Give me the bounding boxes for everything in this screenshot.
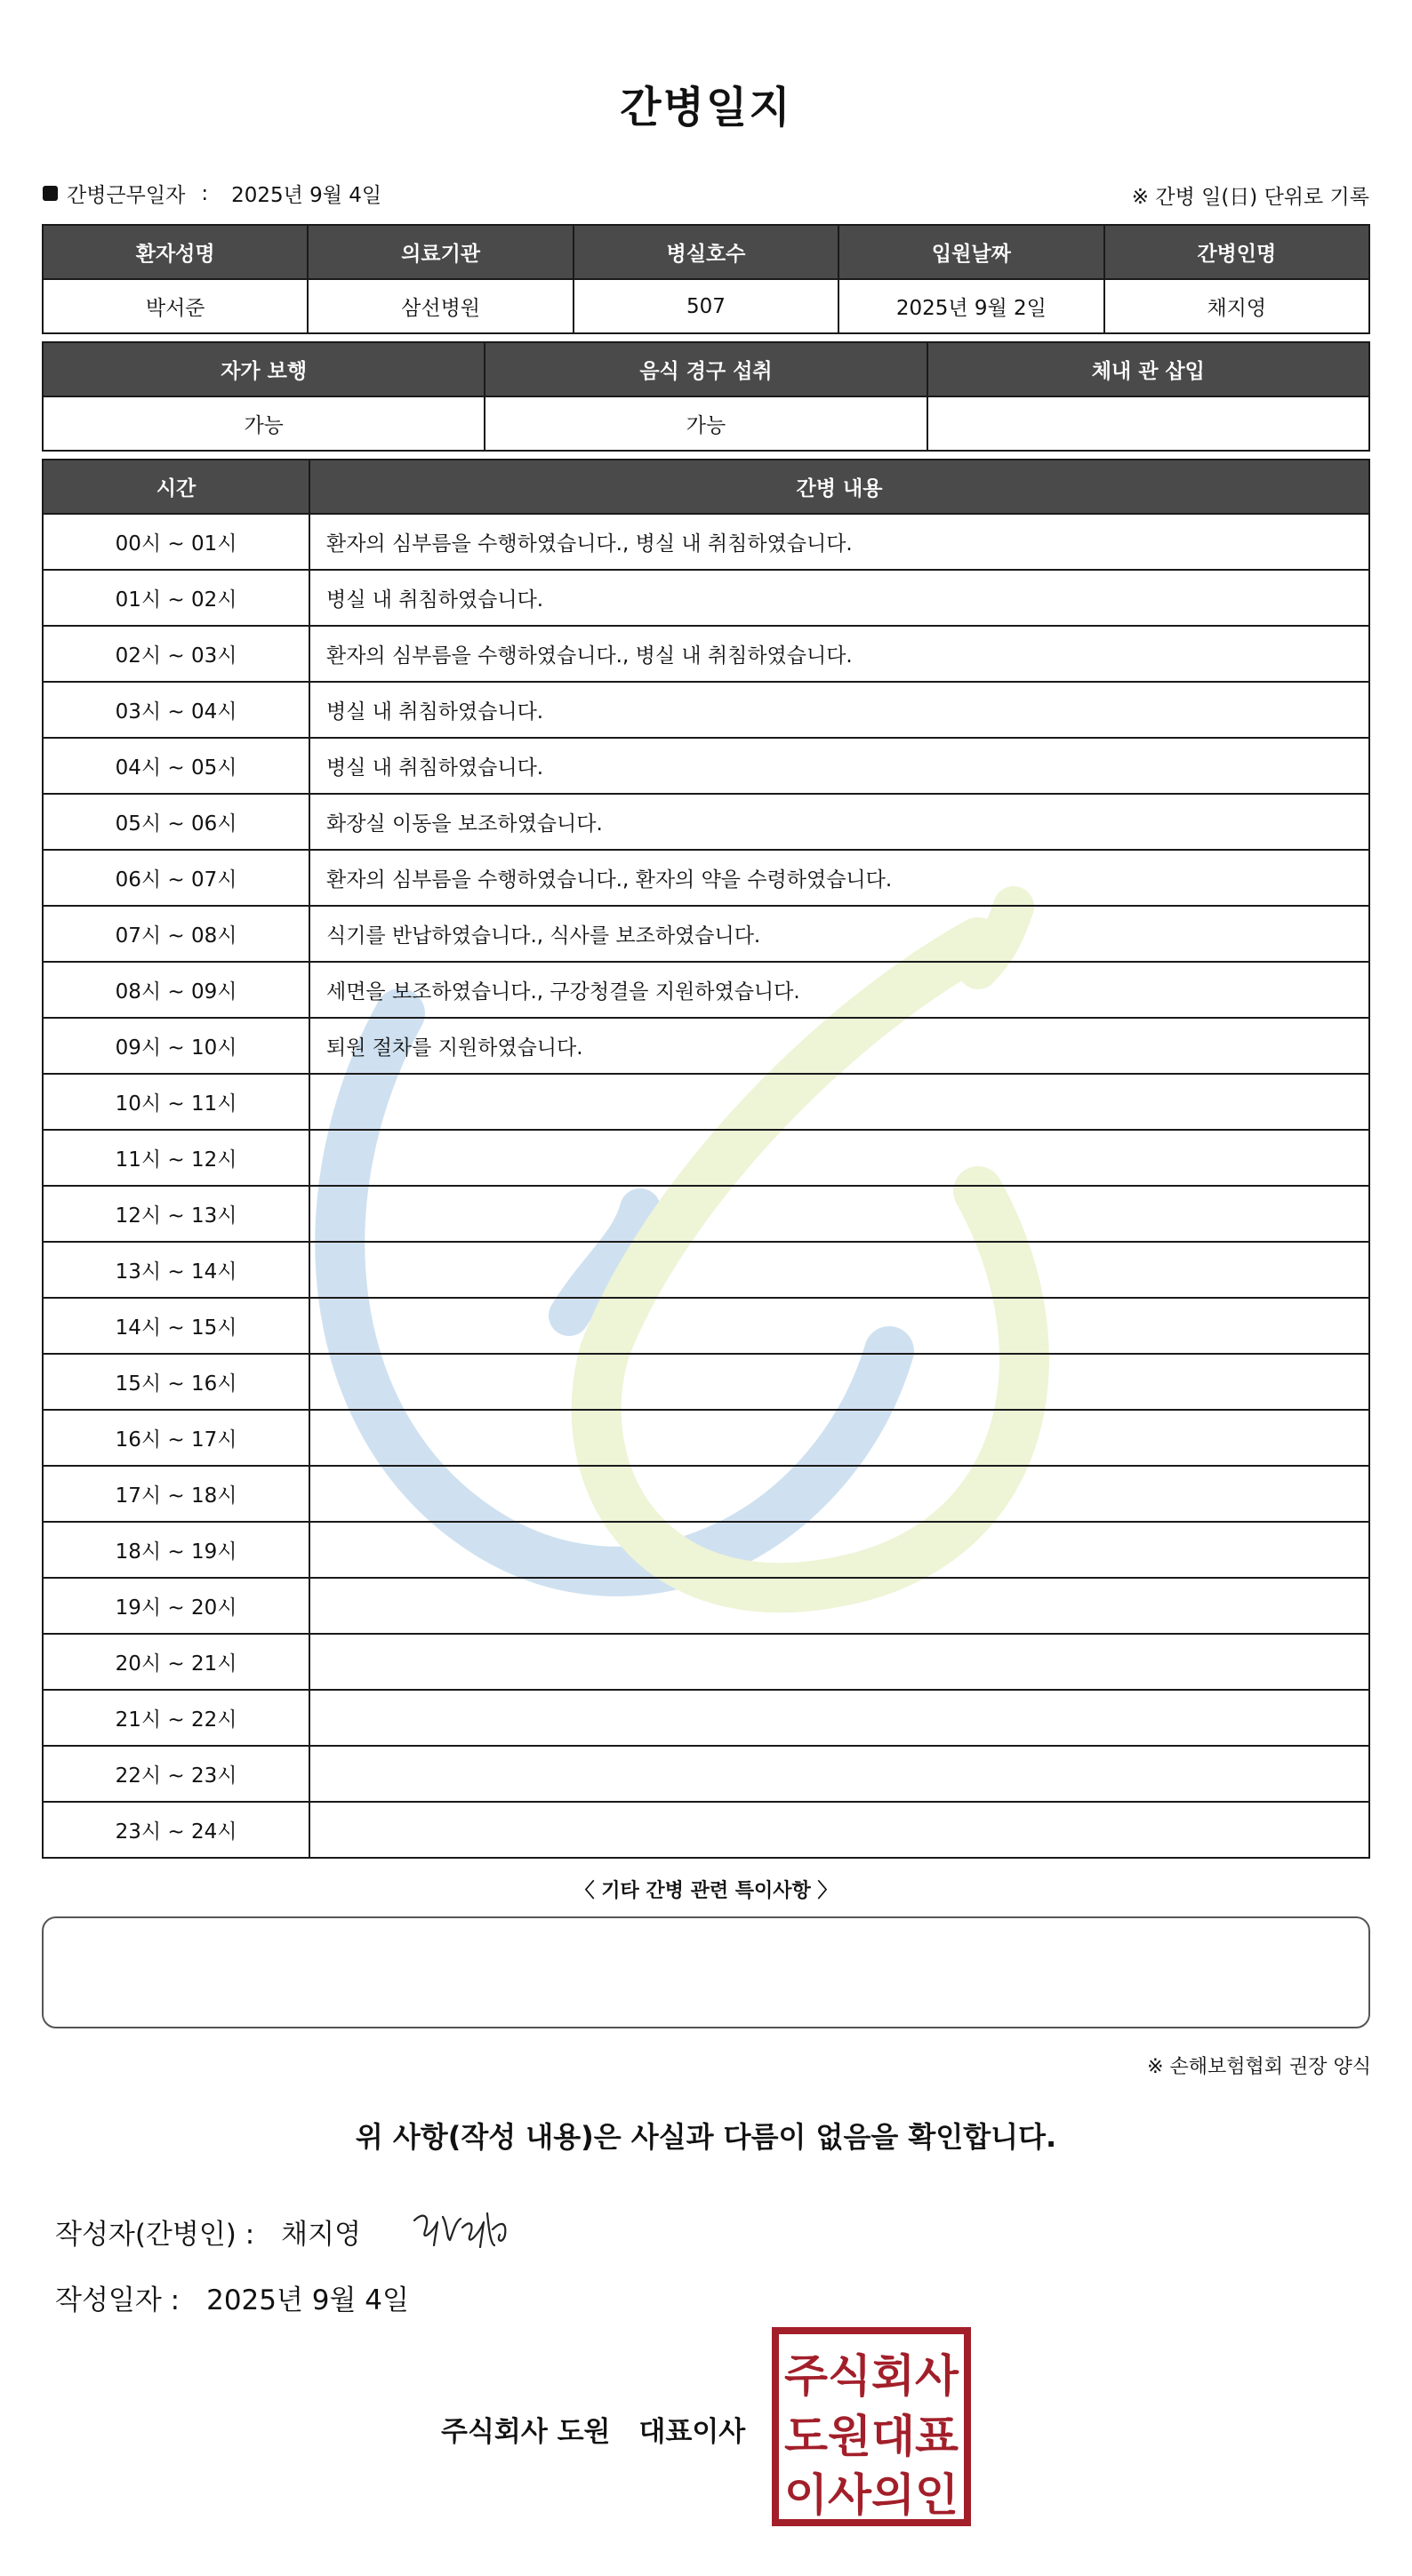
confirmation-statement: 위 사항(작성 내용)은 사실과 다름이 없음을 확인합니다.: [355, 2120, 1057, 2154]
log-content-cell: 병실 내 취침하였습니다.: [309, 738, 1369, 794]
special-notes-label: 〈 기타 간병 관련 특이사항 〉: [574, 1880, 838, 1902]
log-content-cell: [309, 1298, 1369, 1354]
log-content-cell: [309, 1466, 1369, 1522]
log-content-cell: 식기를 반납하였습니다., 식사를 보조하였습니다.: [309, 906, 1369, 962]
log-time-cell: 19시 ~ 20시: [43, 1578, 309, 1634]
log-time-cell: 13시 ~ 14시: [43, 1242, 309, 1298]
log-content-cell: [309, 1130, 1369, 1186]
company-name: 주식회사 도원: [441, 2416, 611, 2448]
log-time-cell: 16시 ~ 17시: [43, 1410, 309, 1466]
log-row: [43, 794, 1369, 850]
duty-date-label: 간병근무일자: [67, 184, 186, 207]
svg-text:이사의인: 이사의인: [784, 2469, 959, 2521]
log-content-cell: 퇴원 절차를 지원하였습니다.: [309, 1018, 1369, 1074]
duty-date-colon: :: [201, 181, 209, 205]
log-content-cell: 화장실 이동을 보조하였습니다.: [309, 794, 1369, 850]
log-content-cell: 병실 내 취침하였습니다.: [309, 570, 1369, 626]
header-admission-date: 입원날짜: [838, 225, 1103, 279]
log-time-cell: 12시 ~ 13시: [43, 1186, 309, 1242]
log-content-cell: 환자의 심부름을 수행하였습니다., 환자의 약을 수령하였습니다.: [309, 850, 1369, 906]
svg-text:주식회사: 주식회사: [784, 2350, 959, 2402]
log-row: [43, 514, 1369, 570]
self-walking-value: 가능: [43, 396, 485, 451]
log-time-cell: 08시 ~ 09시: [43, 962, 309, 1018]
log-row: [43, 1410, 1369, 1466]
log-row: [43, 1130, 1369, 1186]
record-unit-note: ※ 간병 일(日) 단위로 기록: [1131, 186, 1369, 209]
log-content-cell: [309, 1354, 1369, 1410]
recommended-form-note: ※ 손해보험협회 권장 양식: [1147, 2056, 1371, 2078]
header-tube-insertion: 체내 관 삽입: [927, 342, 1369, 396]
written-date-value: 2025년 9월 4일: [206, 2284, 409, 2316]
care-log-table: [42, 459, 1370, 1859]
log-content-cell: [309, 1522, 1369, 1578]
patient-info-table: [42, 224, 1370, 334]
log-time-cell: 18시 ~ 19시: [43, 1522, 309, 1578]
log-row: [43, 682, 1369, 738]
log-time-cell: 07시 ~ 08시: [43, 906, 309, 962]
log-content-cell: 환자의 심부름을 수행하였습니다., 병실 내 취침하였습니다.: [309, 514, 1369, 570]
hospital-value: 삼선병원: [308, 279, 573, 333]
log-time-cell: 10시 ~ 11시: [43, 1074, 309, 1130]
log-row: [43, 1522, 1369, 1578]
log-content-cell: [309, 1578, 1369, 1634]
company-ceo-title: 대표이사: [638, 2416, 746, 2448]
log-row: [43, 1578, 1369, 1634]
log-time-cell: 15시 ~ 16시: [43, 1354, 309, 1410]
header-hospital: 의료기관: [308, 225, 573, 279]
log-time-cell: 02시 ~ 03시: [43, 626, 309, 682]
duty-date-value: 2025년 9월 4일: [231, 184, 382, 207]
written-date-row: [55, 2277, 409, 2317]
log-content-cell: [309, 1186, 1369, 1242]
bullet-square-icon: [43, 186, 58, 201]
log-content-cell: 병실 내 취침하였습니다.: [309, 682, 1369, 738]
log-row: [43, 1634, 1369, 1690]
company-signature-line: [441, 2409, 745, 2449]
special-notes-box: [42, 1916, 1370, 2028]
log-row: [43, 1746, 1369, 1802]
log-content-cell: 세면을 보조하였습니다., 구강청결을 지원하였습니다.: [309, 962, 1369, 1018]
duty-date-row: [43, 179, 381, 208]
log-row: [43, 1186, 1369, 1242]
log-row: [43, 850, 1369, 906]
log-content-cell: [309, 1746, 1369, 1802]
tube-insertion-value: [927, 396, 1369, 451]
log-time-cell: 05시 ~ 06시: [43, 794, 309, 850]
log-time-cell: 21시 ~ 22시: [43, 1690, 309, 1746]
header-room-number: 병실호수: [574, 225, 838, 279]
log-time-cell: 23시 ~ 24시: [43, 1802, 309, 1858]
log-time-cell: 00시 ~ 01시: [43, 514, 309, 570]
log-content-cell: 환자의 심부름을 수행하였습니다., 병실 내 취침하였습니다.: [309, 626, 1369, 682]
log-time-cell: 17시 ~ 18시: [43, 1466, 309, 1522]
log-content-cell: [309, 1802, 1369, 1858]
log-row: [43, 1354, 1369, 1410]
header-care-content: 간병 내용: [309, 460, 1369, 514]
svg-text:도원대표: 도원대표: [784, 2411, 959, 2462]
log-row: [43, 1018, 1369, 1074]
header-self-walking: 자가 보행: [43, 342, 485, 396]
log-row: [43, 1074, 1369, 1130]
author-label: 작성자(간병인) :: [55, 2219, 255, 2251]
log-row: [43, 626, 1369, 682]
page-title: 간병일지: [620, 83, 792, 132]
log-content-cell: [309, 1634, 1369, 1690]
log-time-cell: 22시 ~ 23시: [43, 1746, 309, 1802]
log-row: [43, 570, 1369, 626]
log-content-cell: [309, 1074, 1369, 1130]
header-caregiver-name: 간병인명: [1104, 225, 1369, 279]
admission-date-value: 2025년 9월 2일: [838, 279, 1103, 333]
log-time-cell: 04시 ~ 05시: [43, 738, 309, 794]
log-row: [43, 906, 1369, 962]
log-content-cell: [309, 1690, 1369, 1746]
log-time-cell: 20시 ~ 21시: [43, 1634, 309, 1690]
log-time-cell: 11시 ~ 12시: [43, 1130, 309, 1186]
handwritten-signature: [407, 2196, 550, 2258]
log-row: [43, 1690, 1369, 1746]
author-row: [55, 2212, 361, 2252]
oral-intake-value: 가능: [485, 396, 927, 451]
log-row: [43, 1466, 1369, 1522]
author-name: 채지영: [281, 2219, 362, 2251]
patient-status-table: [42, 341, 1370, 452]
log-time-cell: 01시 ~ 02시: [43, 570, 309, 626]
caregiver-name-value: 채지영: [1104, 279, 1369, 333]
header-oral-intake: 음식 경구 섭취: [485, 342, 927, 396]
log-time-cell: 06시 ~ 07시: [43, 850, 309, 906]
header-patient-name: 환자성명: [43, 225, 308, 279]
header-time: 시간: [43, 460, 309, 514]
log-time-cell: 14시 ~ 15시: [43, 1298, 309, 1354]
log-time-cell: 03시 ~ 04시: [43, 682, 309, 738]
log-row: [43, 1802, 1369, 1858]
log-content-cell: [309, 1242, 1369, 1298]
log-time-cell: 09시 ~ 10시: [43, 1018, 309, 1074]
log-row: [43, 1298, 1369, 1354]
room-number-value: 507: [574, 279, 838, 333]
log-row: [43, 738, 1369, 794]
log-row: [43, 1242, 1369, 1298]
log-content-cell: [309, 1410, 1369, 1466]
patient-name-value: 박서준: [43, 279, 308, 333]
written-date-label: 작성일자 :: [55, 2284, 181, 2316]
company-seal-stamp: [770, 2325, 973, 2528]
care-log-body: [43, 514, 1369, 1858]
log-row: [43, 962, 1369, 1018]
